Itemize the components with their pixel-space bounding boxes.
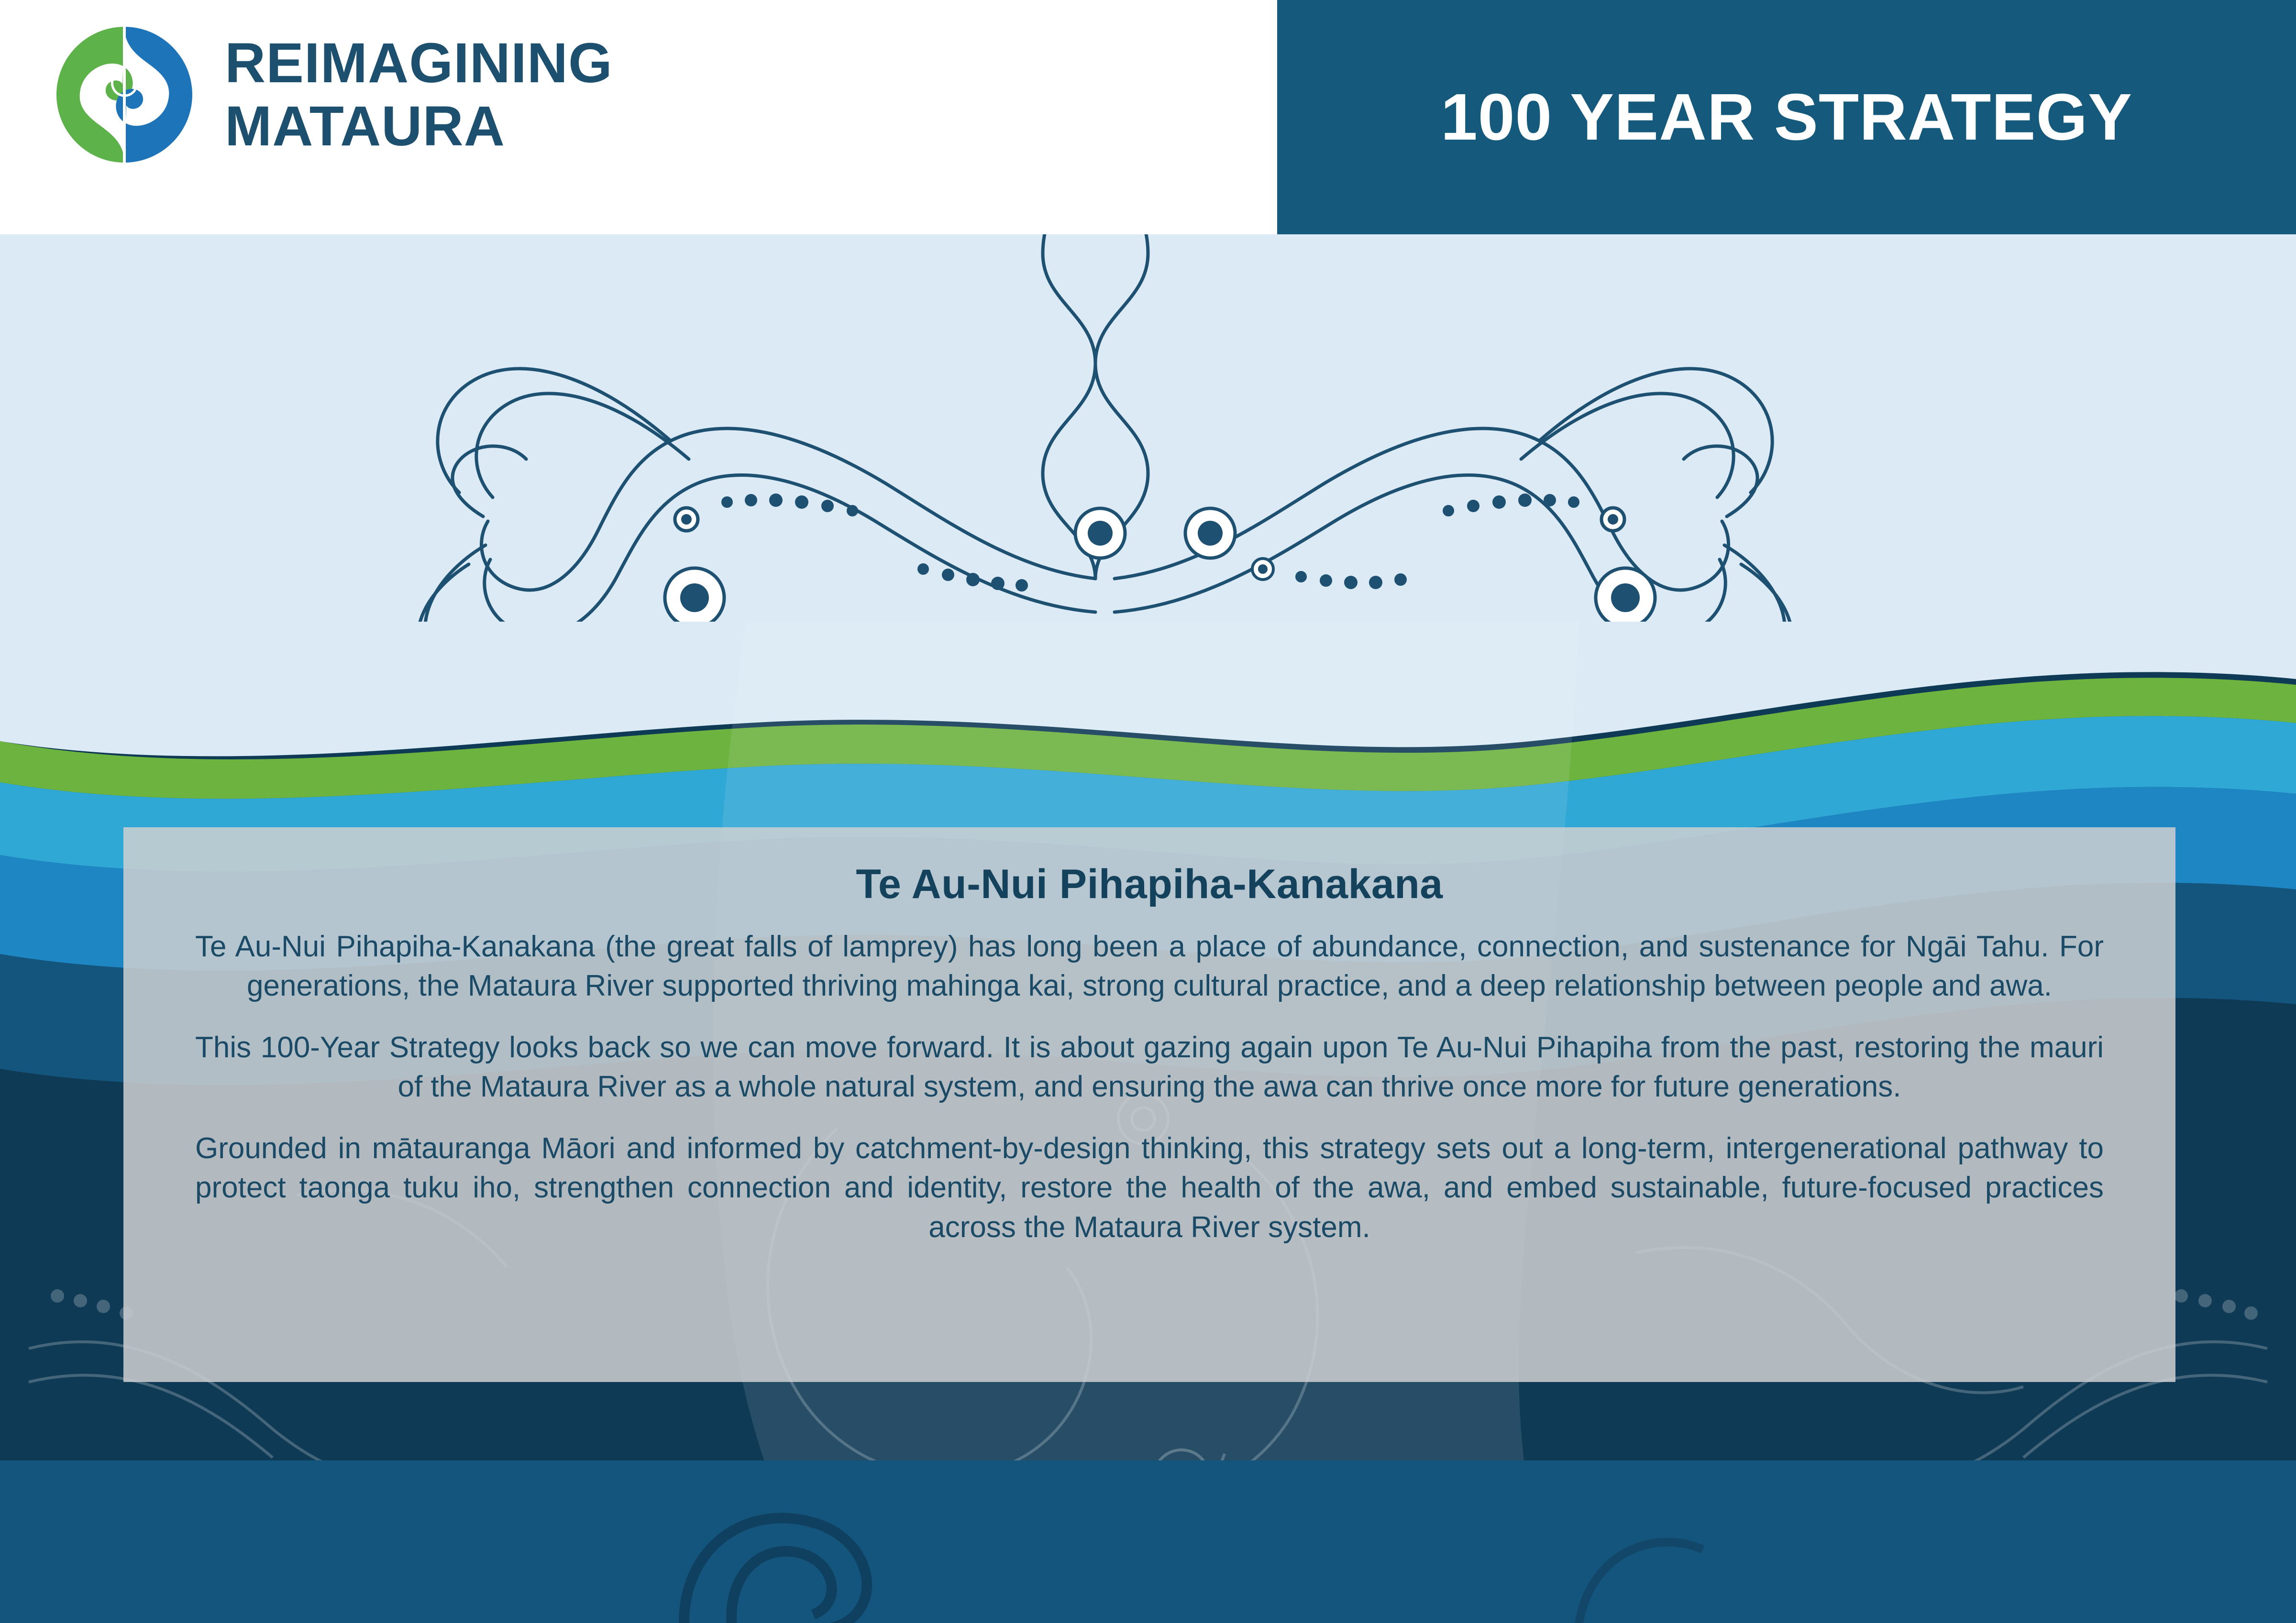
page-title: 100 YEAR STRATEGY xyxy=(1441,80,2132,154)
content-panel xyxy=(123,827,2175,1382)
panel-paragraph-3: Grounded in mātauranga Māori and informed by catchment-by-design thinking, this strategy sets out a long-term, intergenerational pathway to protect taonga tuku iho, strengthen connection and identity, restore the health of the awa, and embed sustainable, future-focused practices across the Mataura River system. xyxy=(195,1131,2104,1244)
koru-spiral-logo xyxy=(53,23,196,166)
brand-logo[interactable] xyxy=(53,23,613,166)
panel-paragraph-2: This 100-Year Strategy looks back so we can move forward. It is about gazing again upon Te Au-Nui Pihapiha from the past, restoring the mauri of the Mataura River as a whole natural system, and ensuring the awa can thrive once more for future generations. xyxy=(195,1031,2104,1104)
footer-koru-band xyxy=(0,1460,2296,1623)
panel-paragraph-1: Te Au-Nui Pihapiha-Kanakana (the great falls of lamprey) has long been a place of abundance, connection, and sustenance for Ngāi Tahu. For generations, the Mataura River supported thriving mahinga kai, strong cultural practice, and a deep relationship between people and awa. xyxy=(195,930,2104,1003)
header xyxy=(0,0,2296,234)
brand-name xyxy=(225,32,613,158)
brand-name-line1: REIMAGINING xyxy=(225,31,613,95)
brand-name-line2: MATAURA xyxy=(225,95,505,158)
panel-title: Te Au-Nui Pihapiha-Kanakana xyxy=(856,861,1443,907)
